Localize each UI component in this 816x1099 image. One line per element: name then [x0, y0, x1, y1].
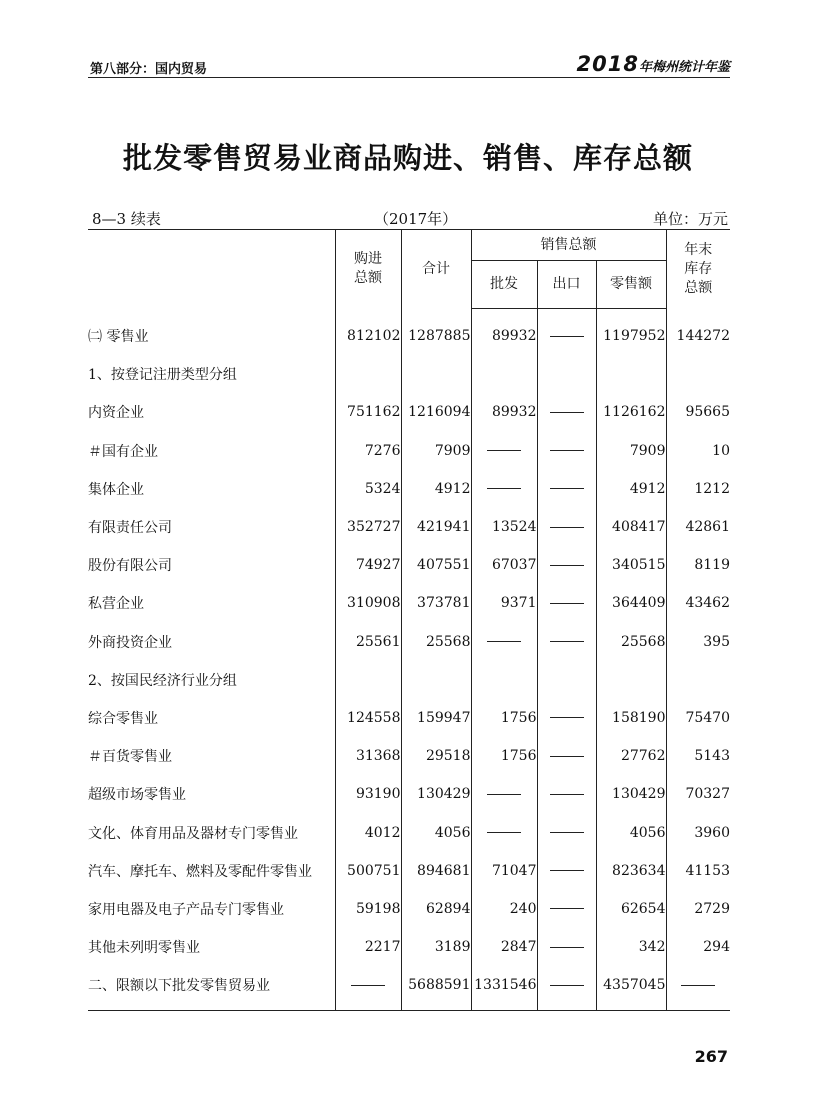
table-row: [88, 584, 730, 622]
cell-export: [537, 852, 596, 890]
cell-total: 29518: [401, 737, 471, 775]
cell-export: [537, 432, 596, 470]
row-label: ＃国有企业: [88, 443, 158, 460]
cell-export: [537, 699, 596, 737]
page-title: 批发零售贸易业商品购进、销售、库存总额: [122, 141, 693, 175]
cell-inventory: [666, 966, 730, 1011]
table-unit: 单位：万元: [652, 210, 728, 228]
cell-purchase: 25561: [335, 623, 401, 661]
cell-total: [401, 355, 471, 393]
cell-total: 7909: [401, 432, 471, 470]
row-label: 2、按国民经济行业分组: [88, 672, 237, 689]
cell-purchase: 500751: [335, 852, 401, 890]
dash-mark: [487, 832, 521, 833]
dash-mark: [550, 488, 584, 489]
cell-inventory: 144272: [666, 309, 730, 356]
cell-retail: [596, 661, 666, 699]
cell-retail: 342: [596, 928, 666, 966]
cell-purchase: 31368: [335, 737, 401, 775]
cell-export: [537, 508, 596, 546]
cell-inventory: 395: [666, 623, 730, 661]
cell-purchase: 124558: [335, 699, 401, 737]
cell-retail: 1126162: [596, 393, 666, 431]
cell-purchase: 352727: [335, 508, 401, 546]
cell-total: 407551: [401, 546, 471, 584]
cell-total: 3189: [401, 928, 471, 966]
cell-inventory: 8119: [666, 546, 730, 584]
cell-export: [537, 890, 596, 928]
header-rule: [88, 77, 730, 78]
cell-purchase: [335, 966, 401, 1011]
cell-retail: 7909: [596, 432, 666, 470]
dash-mark: [550, 717, 584, 718]
table-year: （2017年）: [374, 210, 458, 228]
dash-mark: [550, 985, 584, 986]
cell-export: [537, 584, 596, 622]
cell-wholesale: 89932: [471, 393, 537, 431]
cell-total: 25568: [401, 623, 471, 661]
cell-wholesale: 1756: [471, 699, 537, 737]
cell-total: 894681: [401, 852, 471, 890]
cell-export: [537, 737, 596, 775]
row-label: 其他未列明零售业: [88, 940, 200, 957]
row-label: 综合零售业: [88, 710, 158, 727]
cell-export: [537, 546, 596, 584]
cell-retail: 823634: [596, 852, 666, 890]
cell-purchase: 5324: [335, 470, 401, 508]
cell-wholesale: 1331546: [471, 966, 537, 1011]
cell-total: 62894: [401, 890, 471, 928]
table-row: [88, 393, 730, 431]
dash-mark: [550, 947, 584, 948]
cell-inventory: 70327: [666, 775, 730, 813]
cell-total: 4912: [401, 470, 471, 508]
cell-total: 159947: [401, 699, 471, 737]
cell-total: 4056: [401, 813, 471, 851]
running-header-book: [577, 52, 730, 76]
cell-purchase: 812102: [335, 309, 401, 356]
row-label: 有限责任公司: [88, 520, 172, 537]
cell-retail: 408417: [596, 508, 666, 546]
cell-inventory: [666, 355, 730, 393]
cell-inventory: 3960: [666, 813, 730, 851]
table-row: [88, 355, 730, 393]
cell-retail: 62654: [596, 890, 666, 928]
table-row: [88, 699, 730, 737]
table-row: [88, 470, 730, 508]
cell-purchase: 4012: [335, 813, 401, 851]
cell-purchase: [335, 661, 401, 699]
dash-mark: [550, 450, 584, 451]
table-row: [88, 508, 730, 546]
cell-retail: 4056: [596, 813, 666, 851]
dash-mark: [550, 870, 584, 871]
row-label: 股份有限公司: [88, 558, 172, 575]
cell-inventory: 43462: [666, 584, 730, 622]
row-label: 外商投资企业: [88, 634, 172, 651]
dash-mark: [550, 756, 584, 757]
cell-total: 130429: [401, 775, 471, 813]
cell-total: 5688591: [401, 966, 471, 1011]
cell-purchase: 2217: [335, 928, 401, 966]
cell-export: [537, 775, 596, 813]
dash-mark: [487, 450, 521, 451]
row-label: 私营企业: [88, 596, 144, 613]
table-id: 8—3 续表: [92, 210, 161, 228]
cell-retail: [596, 355, 666, 393]
table-row: [88, 775, 730, 813]
cell-purchase: 751162: [335, 393, 401, 431]
cell-wholesale: [471, 775, 537, 813]
cell-wholesale: 67037: [471, 546, 537, 584]
dash-mark: [550, 794, 584, 795]
cell-inventory: 10: [666, 432, 730, 470]
cell-export: [537, 623, 596, 661]
cell-retail: 158190: [596, 699, 666, 737]
cell-wholesale: [471, 661, 537, 699]
cell-retail: 1197952: [596, 309, 666, 356]
header-inventory: 年末库存总额: [666, 230, 730, 309]
cell-retail: 4357045: [596, 966, 666, 1011]
header-purchase: 购进总额: [335, 230, 401, 309]
dash-mark: [550, 527, 584, 528]
row-label: 超级市场零售业: [88, 787, 186, 804]
table-row: [88, 546, 730, 584]
cell-export: [537, 661, 596, 699]
cell-wholesale: 2847: [471, 928, 537, 966]
cell-total: 1287885: [401, 309, 471, 356]
running-header-book-title: 年梅州统计年鉴: [638, 60, 730, 75]
cell-inventory: 5143: [666, 737, 730, 775]
cell-inventory: 75470: [666, 699, 730, 737]
table-body: [88, 309, 730, 1011]
running-header-year: 2018: [576, 52, 639, 76]
dash-mark: [550, 641, 584, 642]
cell-inventory: 2729: [666, 890, 730, 928]
cell-export: [537, 393, 596, 431]
table-row: [88, 813, 730, 851]
cell-export: [537, 309, 596, 356]
cell-wholesale: [471, 623, 537, 661]
dash-mark: [487, 794, 521, 795]
cell-export: [537, 355, 596, 393]
cell-wholesale: [471, 432, 537, 470]
header-wholesale: 批发: [471, 261, 537, 309]
cell-wholesale: 1756: [471, 737, 537, 775]
table-row: [88, 661, 730, 699]
dash-mark: [550, 412, 584, 413]
cell-export: [537, 813, 596, 851]
page-number: 267: [694, 1047, 728, 1066]
table-row: [88, 928, 730, 966]
row-label: ＃百货零售业: [88, 749, 172, 766]
cell-export: [537, 928, 596, 966]
row-label: 二、限额以下批发零售贸易业: [88, 966, 335, 1011]
cell-wholesale: 71047: [471, 852, 537, 890]
cell-retail: 130429: [596, 775, 666, 813]
table-row: [88, 852, 730, 890]
cell-total: 373781: [401, 584, 471, 622]
row-label: 集体企业: [88, 481, 144, 498]
cell-total: [401, 661, 471, 699]
cell-export: [537, 966, 596, 1011]
table-row: [88, 623, 730, 661]
running-header-section: 第八部分：国内贸易: [90, 62, 208, 77]
data-table: [88, 229, 730, 1011]
cell-purchase: [335, 355, 401, 393]
dash-mark: [487, 641, 521, 642]
cell-inventory: 42861: [666, 508, 730, 546]
dash-mark: [550, 832, 584, 833]
dash-mark: [681, 985, 715, 986]
cell-retail: 27762: [596, 737, 666, 775]
dash-mark: [550, 908, 584, 909]
cell-purchase: 310908: [335, 584, 401, 622]
dash-mark: [550, 565, 584, 566]
table-row: [88, 309, 730, 356]
row-label: 家用电器及电子产品专门零售业: [88, 901, 284, 918]
cell-retail: 340515: [596, 546, 666, 584]
cell-inventory: 1212: [666, 470, 730, 508]
cell-wholesale: [471, 813, 537, 851]
header-total: 合计: [401, 230, 471, 309]
cell-purchase: 59198: [335, 890, 401, 928]
cell-total: 1216094: [401, 393, 471, 431]
cell-inventory: 41153: [666, 852, 730, 890]
cell-wholesale: 89932: [471, 309, 537, 356]
cell-purchase: 93190: [335, 775, 401, 813]
cell-purchase: 74927: [335, 546, 401, 584]
row-label: ㈡ 零售业: [88, 328, 149, 345]
header-retail: 零售额: [596, 261, 666, 309]
header-sales-group: 销售总额: [471, 230, 666, 261]
dash-mark: [487, 488, 521, 489]
header-indicator: [88, 230, 335, 309]
dash-mark: [351, 985, 385, 986]
cell-purchase: 7276: [335, 432, 401, 470]
dash-mark: [550, 603, 584, 604]
cell-inventory: 95665: [666, 393, 730, 431]
table-row: [88, 432, 730, 470]
header-export: 出口: [537, 261, 596, 309]
cell-wholesale: 13524: [471, 508, 537, 546]
row-label: 汽车、摩托车、燃料及零配件零售业: [88, 863, 312, 880]
cell-retail: 4912: [596, 470, 666, 508]
cell-retail: 364409: [596, 584, 666, 622]
cell-wholesale: [471, 355, 537, 393]
cell-export: [537, 470, 596, 508]
cell-wholesale: 240: [471, 890, 537, 928]
cell-inventory: [666, 661, 730, 699]
cell-wholesale: [471, 470, 537, 508]
table-row: [88, 890, 730, 928]
row-label: 1、按登记注册类型分组: [88, 367, 237, 384]
row-label: 内资企业: [88, 405, 144, 422]
table-row: [88, 966, 730, 1011]
cell-total: 421941: [401, 508, 471, 546]
row-label: 文化、体育用品及器材专门零售业: [88, 825, 298, 842]
dash-mark: [550, 336, 584, 337]
table-row: [88, 737, 730, 775]
cell-inventory: 294: [666, 928, 730, 966]
cell-retail: 25568: [596, 623, 666, 661]
cell-wholesale: 9371: [471, 584, 537, 622]
